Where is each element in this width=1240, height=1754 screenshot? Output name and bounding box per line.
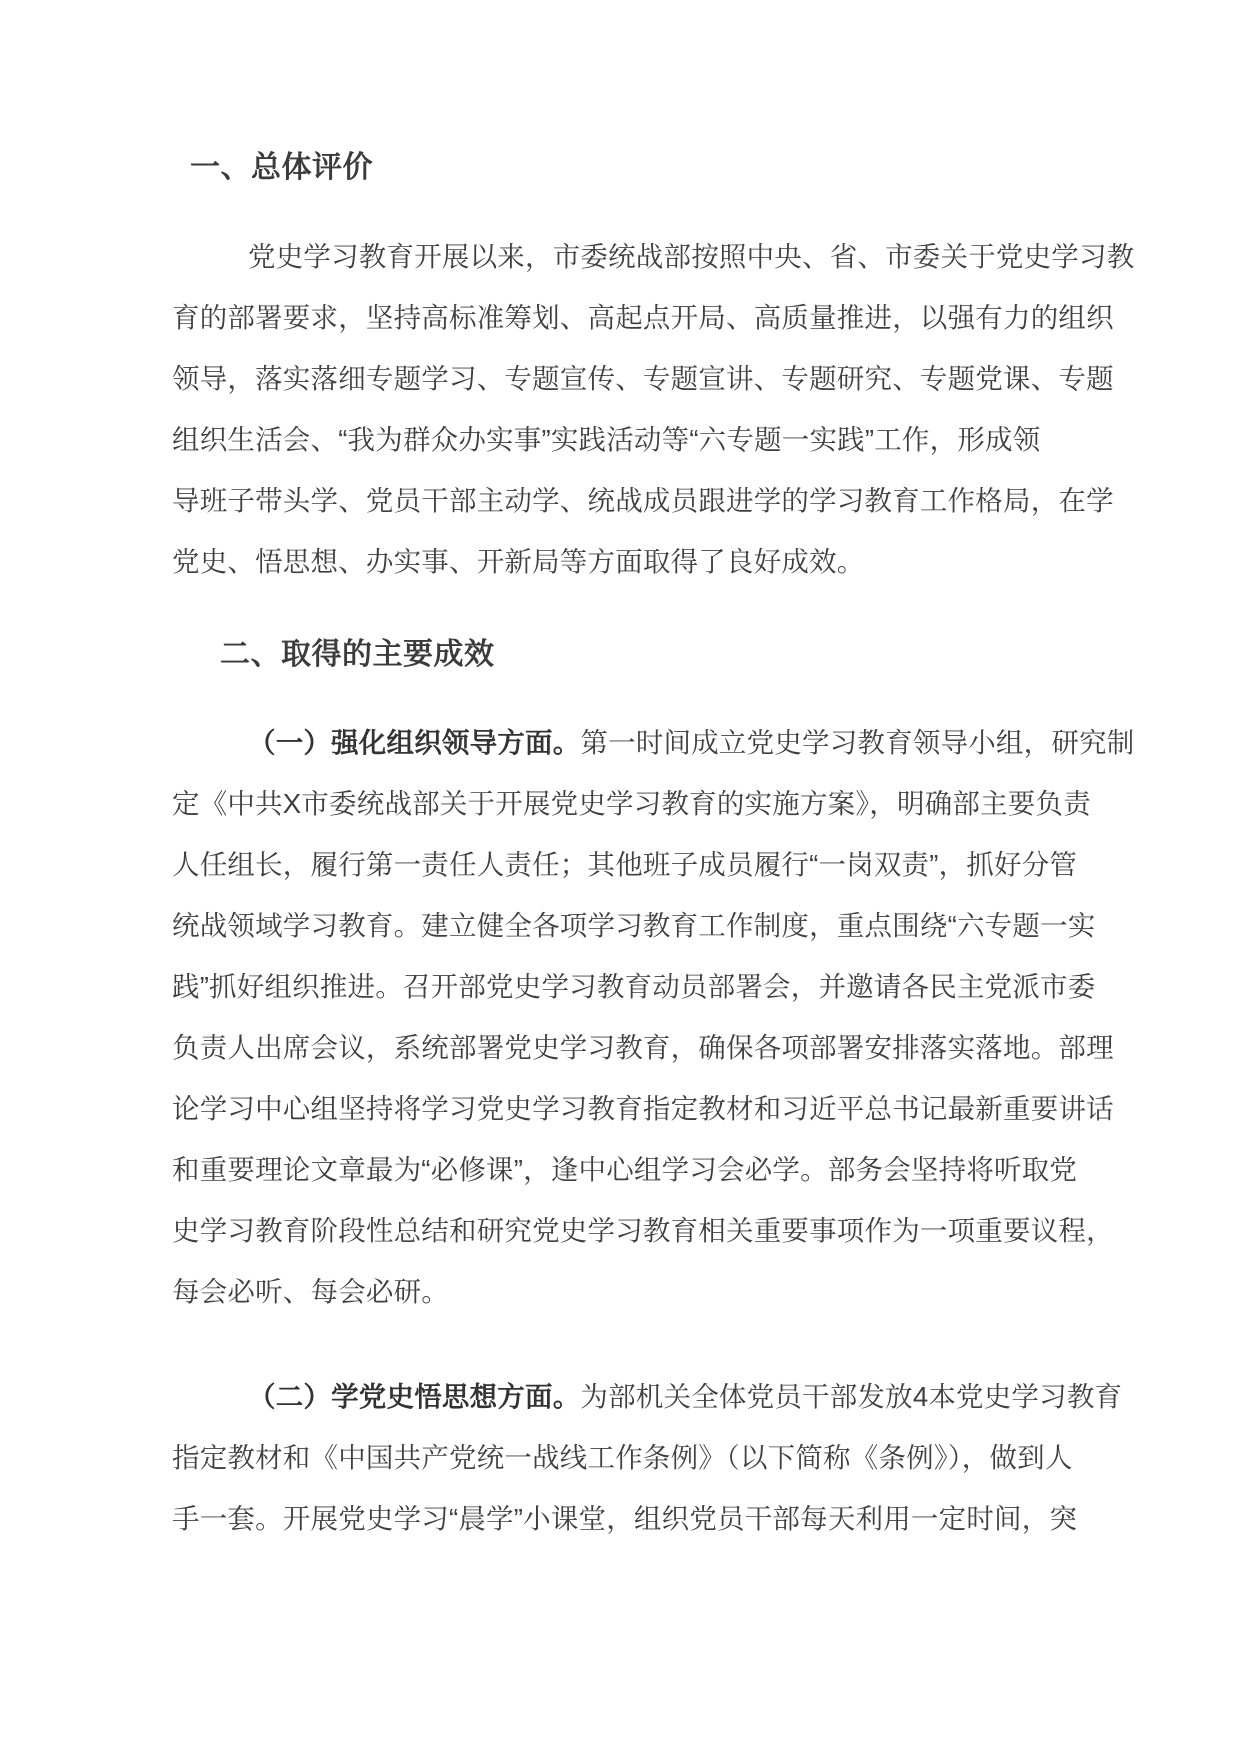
- subsection-title: 学党史悟思想方面。: [331, 1381, 581, 1412]
- paragraph-line: 每会必听、每会必研。: [172, 1276, 449, 1307]
- paragraph-line: 负责人出席会议，系统部署党史学习教育，确保各项部署安排落实落地。部理: [172, 1032, 1114, 1063]
- document-body: [172, 0, 1135, 1566]
- spacer: [172, 189, 1068, 243]
- paragraph-line-first: [172, 1381, 1123, 1444]
- paragraph-section-1-overall-evaluation: [172, 240, 1135, 609]
- paragraph-line: 和重要理论文章最为“必修课”，逢中心组学习会必学。部务会坚持将听取党: [172, 1154, 1078, 1185]
- subsection-line-rest: 第一时间成立党史学习教育领导小组，研究制: [580, 727, 1135, 758]
- paragraph-line: 指定教材和《中国共产党统一战线工作条例》（以下简称《条例》），做到人: [172, 1442, 1073, 1473]
- spacer: [172, 675, 1068, 729]
- paragraph-subsection-1: [172, 727, 1135, 1339]
- paragraph-line: 党史、悟思想、办实事、开新局等方面取得了良好成效。: [172, 545, 865, 577]
- paragraph-line: 定《中共X市委统战部关于开展党史学习教育的实施方案》，明确部主要负责: [172, 788, 1091, 819]
- paragraph-line: 导班子带头学、党员干部主动学、统战成员跟进学的学习教育工作格局，在学: [172, 484, 1114, 516]
- subsection-marker: （一）: [248, 727, 332, 758]
- paragraph-line: 手一套。开展党史学习“晨学”小课堂，组织党员干部每天利用一定时间，突: [172, 1503, 1078, 1534]
- paragraph-subsection-2: [172, 1381, 1123, 1566]
- paragraph-line: 组织生活会、“我为群众办实事”实践活动等“六专题一实践”工作，形成领: [172, 423, 1041, 455]
- paragraph-line: 党史学习教育开展以来，市委统战部按照中央、省、市委关于党史学习教: [248, 240, 1135, 272]
- paragraph-line: 践”抓好组织推进。召开部党史学习教育动员部署会，并邀请各民主党派市委: [172, 971, 1096, 1002]
- heading-section-2: 二、取得的主要成效: [220, 637, 495, 671]
- paragraph-line: 统战领域学习教育。建立健全各项学习教育工作制度，重点围绕“六专题一实: [172, 910, 1096, 941]
- paragraph-line: 领导，落实落细专题学习、专题宣传、专题宣讲、专题研究、专题党课、专题: [172, 362, 1114, 394]
- subsection-line-rest: 为部机关全体党员干部发放4本党史学习教育: [580, 1381, 1123, 1412]
- subsection-title: 强化组织领导方面。: [331, 727, 581, 758]
- paragraph-line: 论学习中心组坚持将学习党史学习教育指定教材和习近平总书记最新重要讲话: [172, 1093, 1114, 1124]
- paragraph-line: 人任组长，履行第一责任人责任；其他班子成员履行“一岗双责”，抓好分管: [172, 849, 1078, 880]
- spacer: [172, 609, 1068, 635]
- paragraph-line: 史学习教育阶段性总结和研究党史学习教育相关重要事项作为一项重要议程，: [172, 1215, 1114, 1246]
- spacer: [172, 1339, 1068, 1383]
- paragraph-line: 育的部署要求，坚持高标准筹划、高起点开局、高质量推进，以强有力的组织: [172, 301, 1114, 333]
- paragraph-line-first: [172, 727, 1135, 790]
- subsection-marker: （二）: [248, 1381, 332, 1412]
- heading-section-1: 一、总体评价: [190, 151, 373, 184]
